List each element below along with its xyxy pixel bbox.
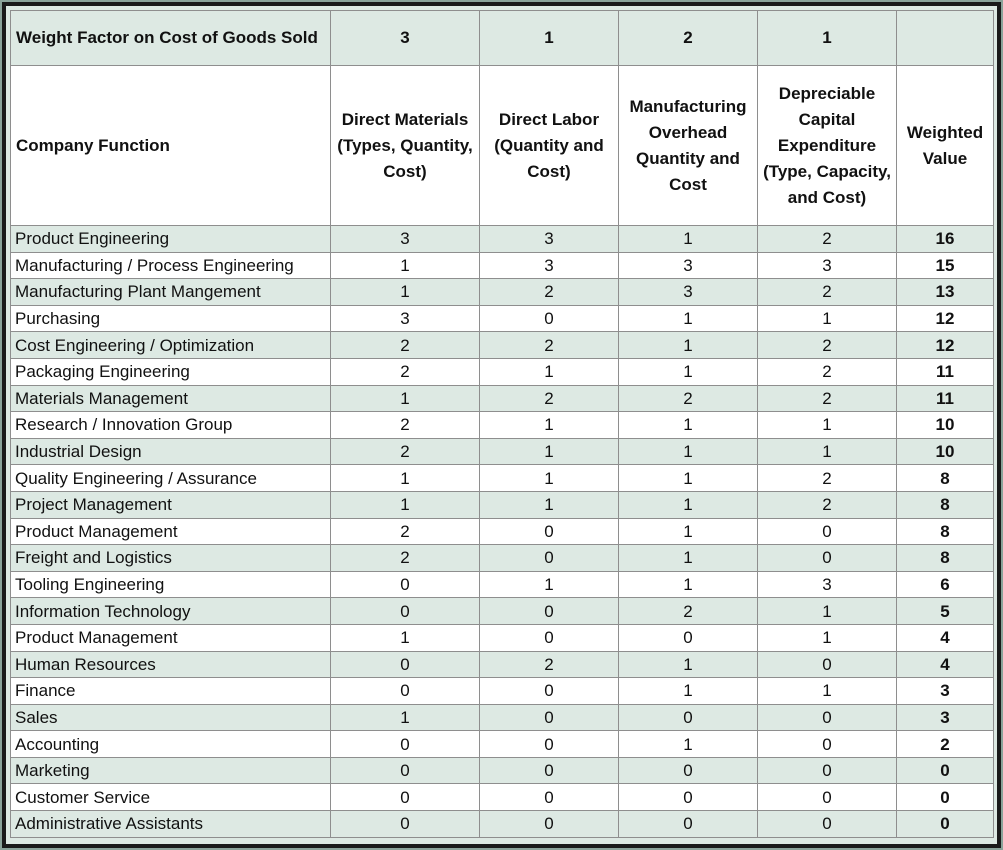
- header-manufacturing-overhead: [619, 66, 758, 226]
- direct-materials-cell: 1: [331, 279, 480, 306]
- depreciable-capital-cell: 0: [758, 731, 897, 758]
- function-cell: Manufacturing / Process Engineering: [11, 252, 331, 279]
- table-row: [11, 624, 994, 651]
- function-cell: Marketing: [11, 757, 331, 784]
- table-row: [11, 651, 994, 678]
- direct-labor-cell: 0: [480, 518, 619, 545]
- depreciable-capital-cell: 2: [758, 385, 897, 412]
- direct-materials-cell: 3: [331, 305, 480, 332]
- weight-direct-materials: 3: [331, 11, 480, 66]
- manufacturing-overhead-cell: 0: [619, 624, 758, 651]
- depreciable-capital-cell: 2: [758, 226, 897, 253]
- weighted-value-cell: 3: [897, 704, 994, 731]
- direct-materials-cell: 1: [331, 465, 480, 492]
- weighted-value-cell: 11: [897, 358, 994, 385]
- table-row: [11, 545, 994, 572]
- header-direct-materials: [331, 66, 480, 226]
- direct-materials-cell: 1: [331, 491, 480, 518]
- direct-labor-cell: 2: [480, 651, 619, 678]
- table-row: [11, 704, 994, 731]
- weighted-value-cell: 11: [897, 385, 994, 412]
- function-cell: Product Management: [11, 518, 331, 545]
- direct-labor-cell: 3: [480, 226, 619, 253]
- table-row: [11, 279, 994, 306]
- table-row: [11, 465, 994, 492]
- depreciable-capital-cell: 1: [758, 438, 897, 465]
- depreciable-capital-cell: 0: [758, 651, 897, 678]
- direct-labor-cell: 0: [480, 545, 619, 572]
- direct-labor-cell: 0: [480, 704, 619, 731]
- direct-labor-cell: 1: [480, 358, 619, 385]
- table-row: [11, 412, 994, 439]
- weighted-value-cell: 8: [897, 545, 994, 572]
- weighted-value-cell: 13: [897, 279, 994, 306]
- weight-factor-label: Weight Factor on Cost of Goods Sold: [11, 11, 331, 66]
- function-cell: Accounting: [11, 731, 331, 758]
- direct-materials-cell: 3: [331, 226, 480, 253]
- direct-materials-cell: 2: [331, 358, 480, 385]
- function-cell: Research / Innovation Group: [11, 412, 331, 439]
- manufacturing-overhead-cell: 1: [619, 305, 758, 332]
- weighted-value-cell: 0: [897, 784, 994, 811]
- manufacturing-overhead-cell: 1: [619, 651, 758, 678]
- header-direct-materials-text: Direct Materials (Types, Quantity, Cost): [337, 109, 473, 181]
- weighted-value-cell: 10: [897, 438, 994, 465]
- depreciable-capital-cell: 0: [758, 811, 897, 838]
- function-cell: Quality Engineering / Assurance: [11, 465, 331, 492]
- manufacturing-overhead-cell: 0: [619, 811, 758, 838]
- direct-materials-cell: 2: [331, 332, 480, 359]
- weighted-value-cell: 12: [897, 305, 994, 332]
- manufacturing-overhead-cell: 0: [619, 757, 758, 784]
- direct-materials-cell: 0: [331, 757, 480, 784]
- direct-materials-cell: 0: [331, 811, 480, 838]
- table-row: [11, 438, 994, 465]
- direct-materials-cell: 0: [331, 678, 480, 705]
- table-row: [11, 491, 994, 518]
- weighted-value-cell: 0: [897, 757, 994, 784]
- weighted-value-cell: 4: [897, 624, 994, 651]
- function-cell: Information Technology: [11, 598, 331, 625]
- header-weighted-value: [897, 66, 994, 226]
- weighted-value-cell: 3: [897, 678, 994, 705]
- function-cell: Product Engineering: [11, 226, 331, 253]
- table-row: [11, 598, 994, 625]
- table-row: [11, 571, 994, 598]
- header-depreciable-capital: [758, 66, 897, 226]
- manufacturing-overhead-cell: 1: [619, 412, 758, 439]
- direct-labor-cell: 1: [480, 491, 619, 518]
- weighted-value-cell: 12: [897, 332, 994, 359]
- depreciable-capital-cell: 0: [758, 704, 897, 731]
- manufacturing-overhead-cell: 1: [619, 491, 758, 518]
- manufacturing-overhead-cell: 1: [619, 226, 758, 253]
- header-manufacturing-overhead-text: Manufacturing Overhead Quantity and Cost: [629, 96, 747, 194]
- depreciable-capital-cell: 1: [758, 412, 897, 439]
- weighted-value-cell: 5: [897, 598, 994, 625]
- depreciable-capital-cell: 2: [758, 332, 897, 359]
- depreciable-capital-cell: 0: [758, 545, 897, 572]
- direct-materials-cell: 1: [331, 704, 480, 731]
- depreciable-capital-cell: 0: [758, 784, 897, 811]
- weight-direct-labor: 1: [480, 11, 619, 66]
- manufacturing-overhead-cell: 1: [619, 571, 758, 598]
- function-cell: Human Resources: [11, 651, 331, 678]
- table-row: [11, 784, 994, 811]
- weighted-value-cell: 4: [897, 651, 994, 678]
- direct-labor-cell: 2: [480, 385, 619, 412]
- direct-labor-cell: 1: [480, 438, 619, 465]
- function-cell: Finance: [11, 678, 331, 705]
- header-company-function: Company Function: [11, 66, 331, 226]
- function-cell: Packaging Engineering: [11, 358, 331, 385]
- function-cell: Materials Management: [11, 385, 331, 412]
- depreciable-capital-cell: 3: [758, 571, 897, 598]
- function-cell: Administrative Assistants: [11, 811, 331, 838]
- table-row: [11, 757, 994, 784]
- weighted-function-table: [10, 10, 994, 838]
- manufacturing-overhead-cell: 1: [619, 518, 758, 545]
- table-row: [11, 678, 994, 705]
- column-header-row: [11, 66, 994, 226]
- direct-materials-cell: 0: [331, 731, 480, 758]
- depreciable-capital-cell: 2: [758, 465, 897, 492]
- manufacturing-overhead-cell: 1: [619, 678, 758, 705]
- table-row: [11, 332, 994, 359]
- direct-labor-cell: 0: [480, 598, 619, 625]
- manufacturing-overhead-cell: 1: [619, 332, 758, 359]
- weighted-value-cell: 8: [897, 518, 994, 545]
- direct-materials-cell: 1: [331, 252, 480, 279]
- depreciable-capital-cell: 0: [758, 757, 897, 784]
- direct-labor-cell: 1: [480, 571, 619, 598]
- manufacturing-overhead-cell: 1: [619, 438, 758, 465]
- table-row: [11, 811, 994, 838]
- direct-materials-cell: 2: [331, 545, 480, 572]
- depreciable-capital-cell: 0: [758, 518, 897, 545]
- function-cell: Project Management: [11, 491, 331, 518]
- direct-labor-cell: 0: [480, 624, 619, 651]
- direct-materials-cell: 2: [331, 412, 480, 439]
- table-row: [11, 305, 994, 332]
- depreciable-capital-cell: 1: [758, 678, 897, 705]
- weighted-value-cell: 2: [897, 731, 994, 758]
- weighted-value-cell: 8: [897, 491, 994, 518]
- weighted-value-cell: 0: [897, 811, 994, 838]
- direct-labor-cell: 1: [480, 412, 619, 439]
- weighted-value-cell: 6: [897, 571, 994, 598]
- direct-materials-cell: 0: [331, 784, 480, 811]
- direct-labor-cell: 2: [480, 332, 619, 359]
- direct-labor-cell: 0: [480, 678, 619, 705]
- manufacturing-overhead-cell: 0: [619, 784, 758, 811]
- header-direct-labor-text: Direct Labor (Quantity and Cost): [494, 109, 604, 181]
- weighted-value-cell: 16: [897, 226, 994, 253]
- direct-labor-cell: 3: [480, 252, 619, 279]
- weighted-value-cell: 8: [897, 465, 994, 492]
- table-row: [11, 731, 994, 758]
- manufacturing-overhead-cell: 2: [619, 598, 758, 625]
- function-cell: Freight and Logistics: [11, 545, 331, 572]
- table-frame: [2, 2, 1001, 848]
- direct-labor-cell: 1: [480, 465, 619, 492]
- direct-materials-cell: 0: [331, 571, 480, 598]
- direct-labor-cell: 2: [480, 279, 619, 306]
- depreciable-capital-cell: 3: [758, 252, 897, 279]
- function-cell: Purchasing: [11, 305, 331, 332]
- direct-labor-cell: 0: [480, 731, 619, 758]
- table-row: [11, 385, 994, 412]
- function-cell: Cost Engineering / Optimization: [11, 332, 331, 359]
- direct-materials-cell: 2: [331, 518, 480, 545]
- manufacturing-overhead-cell: 1: [619, 545, 758, 572]
- weight-depreciable-capital: 1: [758, 11, 897, 66]
- direct-materials-cell: 0: [331, 598, 480, 625]
- direct-materials-cell: 1: [331, 624, 480, 651]
- depreciable-capital-cell: 2: [758, 279, 897, 306]
- weighted-value-cell: 15: [897, 252, 994, 279]
- table-row: [11, 226, 994, 253]
- manufacturing-overhead-cell: 1: [619, 358, 758, 385]
- weight-factor-row: [11, 11, 994, 66]
- table-row: [11, 358, 994, 385]
- table-row: [11, 518, 994, 545]
- header-direct-labor: [480, 66, 619, 226]
- direct-materials-cell: 1: [331, 385, 480, 412]
- weight-weighted-value: [897, 11, 994, 66]
- manufacturing-overhead-cell: 2: [619, 385, 758, 412]
- manufacturing-overhead-cell: 1: [619, 731, 758, 758]
- function-cell: Sales: [11, 704, 331, 731]
- direct-labor-cell: 0: [480, 784, 619, 811]
- function-cell: Manufacturing Plant Mangement: [11, 279, 331, 306]
- weight-manufacturing-overhead: 2: [619, 11, 758, 66]
- direct-labor-cell: 0: [480, 757, 619, 784]
- depreciable-capital-cell: 1: [758, 305, 897, 332]
- direct-labor-cell: 0: [480, 811, 619, 838]
- weighted-value-cell: 10: [897, 412, 994, 439]
- depreciable-capital-cell: 2: [758, 358, 897, 385]
- function-cell: Customer Service: [11, 784, 331, 811]
- header-weighted-value-text: Weighted Value: [906, 122, 984, 168]
- function-cell: Product Management: [11, 624, 331, 651]
- depreciable-capital-cell: 2: [758, 491, 897, 518]
- function-cell: Industrial Design: [11, 438, 331, 465]
- manufacturing-overhead-cell: 1: [619, 465, 758, 492]
- manufacturing-overhead-cell: 3: [619, 252, 758, 279]
- depreciable-capital-cell: 1: [758, 598, 897, 625]
- manufacturing-overhead-cell: 0: [619, 704, 758, 731]
- function-cell: Tooling Engineering: [11, 571, 331, 598]
- direct-materials-cell: 2: [331, 438, 480, 465]
- header-depreciable-capital-text: Depreciable Capital Expenditure (Type, Capacity, and Cost): [763, 83, 891, 207]
- direct-labor-cell: 0: [480, 305, 619, 332]
- table-row: [11, 252, 994, 279]
- manufacturing-overhead-cell: 3: [619, 279, 758, 306]
- depreciable-capital-cell: 1: [758, 624, 897, 651]
- direct-materials-cell: 0: [331, 651, 480, 678]
